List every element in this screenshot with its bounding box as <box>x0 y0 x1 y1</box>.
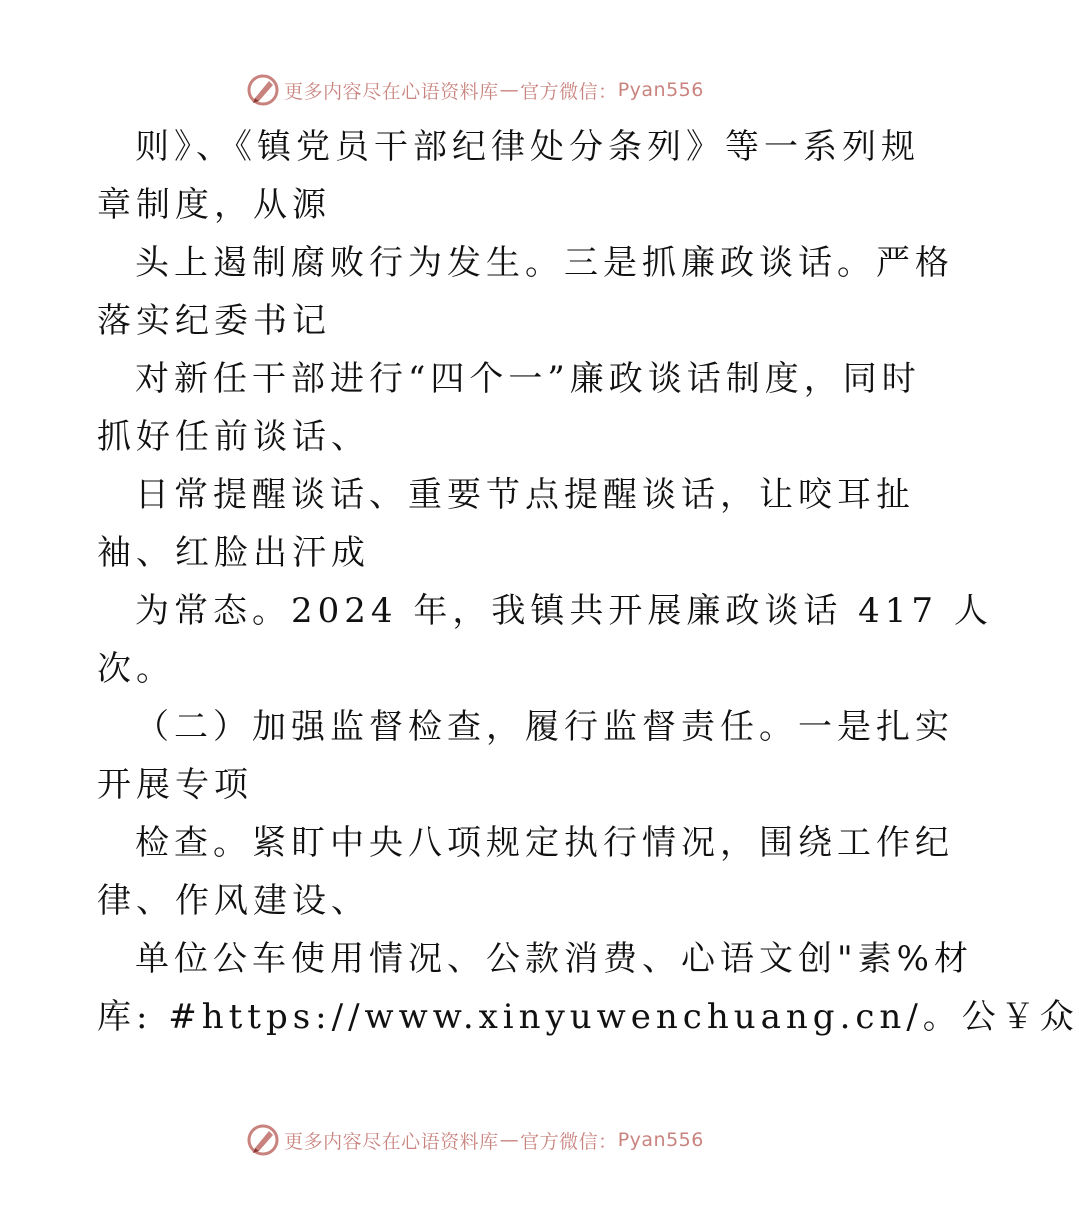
text-line: 开展专项 <box>97 765 253 805</box>
text-line: 律、作风建设、 <box>97 881 370 921</box>
text-line: 落实纪委书记 <box>97 301 331 341</box>
text-line: 库: #https://www.xinyuwenchuang.cn/。公￥众 <box>97 997 1079 1037</box>
watermark-text: 更多内容尽在心语资料库 <box>284 80 499 103</box>
text-line: 次。 <box>97 649 175 689</box>
watermark-label: 官方微信： <box>520 80 618 103</box>
text-line: 袖、红脸出汗成 <box>97 533 370 573</box>
header-watermark <box>0 70 950 110</box>
watermark-id: Pyan556 <box>617 79 704 101</box>
pen-logo-icon <box>246 73 280 107</box>
text-line: 则》、《镇党员干部纪律处分条列》等一系列规 <box>135 127 920 167</box>
text-line: 检查。紧盯中央八项规定执行情况，围绕工作纪 <box>135 823 954 863</box>
watermark-label: 官方微信： <box>520 1130 618 1153</box>
watermark-text: 更多内容尽在心语资料库 <box>284 1130 499 1153</box>
watermark-dash: — <box>499 1129 520 1151</box>
text-line: 日常提醒谈话、重要节点提醒谈话，让咬耳扯 <box>135 475 915 515</box>
document-body <box>97 118 1079 1046</box>
text-line: 头上遏制腐败行为发生。三是抓廉政谈话。严格 <box>135 243 954 283</box>
watermark-dash: — <box>499 79 520 101</box>
text-line: 章制度，从源 <box>97 185 331 225</box>
pen-logo-icon <box>246 1123 280 1157</box>
text-line: 为常态。2024 年，我镇共开展廉政谈话 417 人 <box>135 591 993 631</box>
watermark-id: Pyan556 <box>617 1129 704 1151</box>
footer-watermark <box>0 1120 950 1160</box>
text-line: 单位公车使用情况、公款消费、心语文创"素%材 <box>135 939 973 979</box>
text-line: （二）加强监督检查，履行监督责任。一是扎实 <box>135 707 954 747</box>
text-line: 对新任干部进行“四个一”廉政谈话制度，同时 <box>135 359 921 399</box>
text-line: 抓好任前谈话、 <box>97 417 370 457</box>
